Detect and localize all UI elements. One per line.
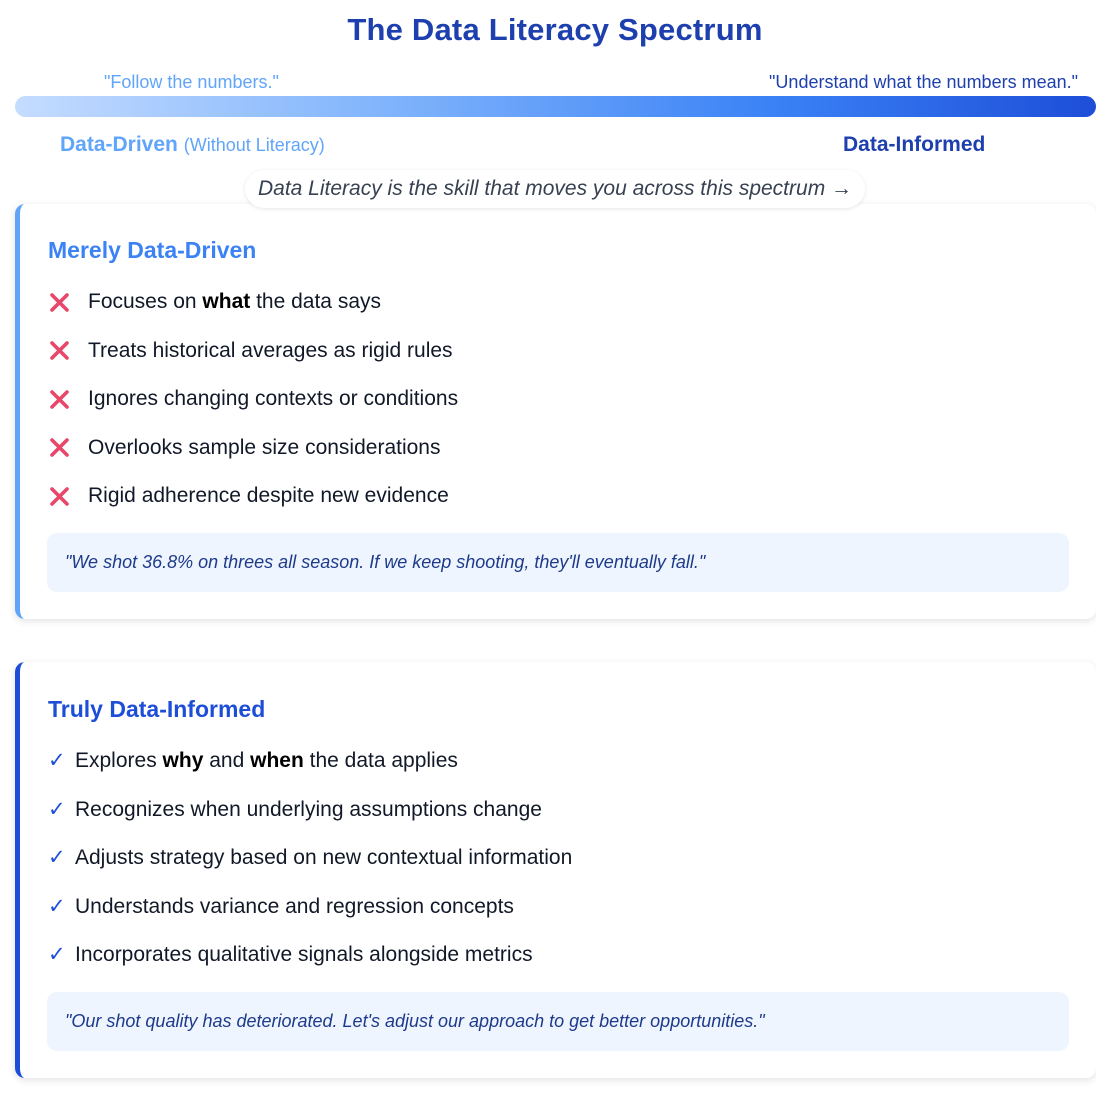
example-quote-box: "Our shot quality has deteriorated. Let's adjust our approach to get better opportunities." (47, 992, 1069, 1051)
spectrum-right-label: Data-Informed (843, 133, 986, 156)
x-mark-icon (48, 434, 78, 462)
check-mark-icon: ✓ (48, 749, 66, 772)
check-mark-icon: ✓ (48, 894, 66, 918)
x-mark-icon (48, 385, 78, 413)
list-item (48, 796, 572, 845)
without-literacy-sublabel: (Without Literacy) (183, 135, 325, 155)
item-text: Treats historical averages as rigid rules (88, 338, 453, 362)
x-mark-icon (48, 482, 78, 510)
item-text: Recognizes when underlying assumptions change (75, 797, 542, 821)
list-item (48, 844, 572, 893)
driven-items-list (48, 288, 458, 531)
spectrum-right-quote: "Understand what the numbers mean." (769, 72, 1078, 92)
card-title: Truly Data-Informed (48, 696, 266, 722)
spectrum-left-quote: "Follow the numbers." (104, 72, 279, 92)
spectrum-left-label (60, 133, 325, 157)
item-text: Explores why and when the data applies (75, 749, 458, 772)
data-informed-card (15, 662, 1096, 1078)
page-title: The Data Literacy Spectrum (347, 12, 763, 47)
item-text: Overlooks sample size considerations (88, 435, 441, 459)
list-item (48, 288, 458, 337)
item-text: Rigid adherence despite new evidence (88, 484, 449, 507)
item-text: Ignores changing contexts or conditions (88, 387, 459, 410)
check-mark-icon: ✓ (48, 943, 66, 966)
list-item (48, 482, 458, 531)
item-text: Focuses on what the data says (88, 290, 381, 313)
list-item (48, 941, 572, 990)
check-mark-icon: ✓ (48, 797, 66, 821)
data-driven-label: Data-Driven (60, 133, 178, 156)
list-item (48, 337, 458, 386)
check-mark-icon: ✓ (48, 846, 66, 869)
item-text: Adjusts strategy based on new contextual information (75, 846, 573, 869)
informed-items-list (48, 747, 572, 990)
list-item (48, 893, 572, 942)
list-item (48, 385, 458, 434)
card-title: Merely Data-Driven (48, 237, 257, 263)
x-mark-icon (48, 288, 78, 316)
spectrum-gradient-bar (15, 96, 1096, 117)
list-item (48, 747, 572, 796)
item-text: Understands variance and regression concepts (75, 894, 514, 918)
list-item (48, 434, 458, 483)
spectrum-caption: Data Literacy is the skill that moves you across this spectrum → (245, 170, 865, 208)
example-quote-box: "We shot 36.8% on threes all season. If we keep shooting, they'll eventually fall." (47, 533, 1069, 592)
x-mark-icon (48, 337, 78, 365)
item-text: Incorporates qualitative signals alongside metrics (75, 943, 533, 966)
data-driven-card (15, 204, 1096, 619)
